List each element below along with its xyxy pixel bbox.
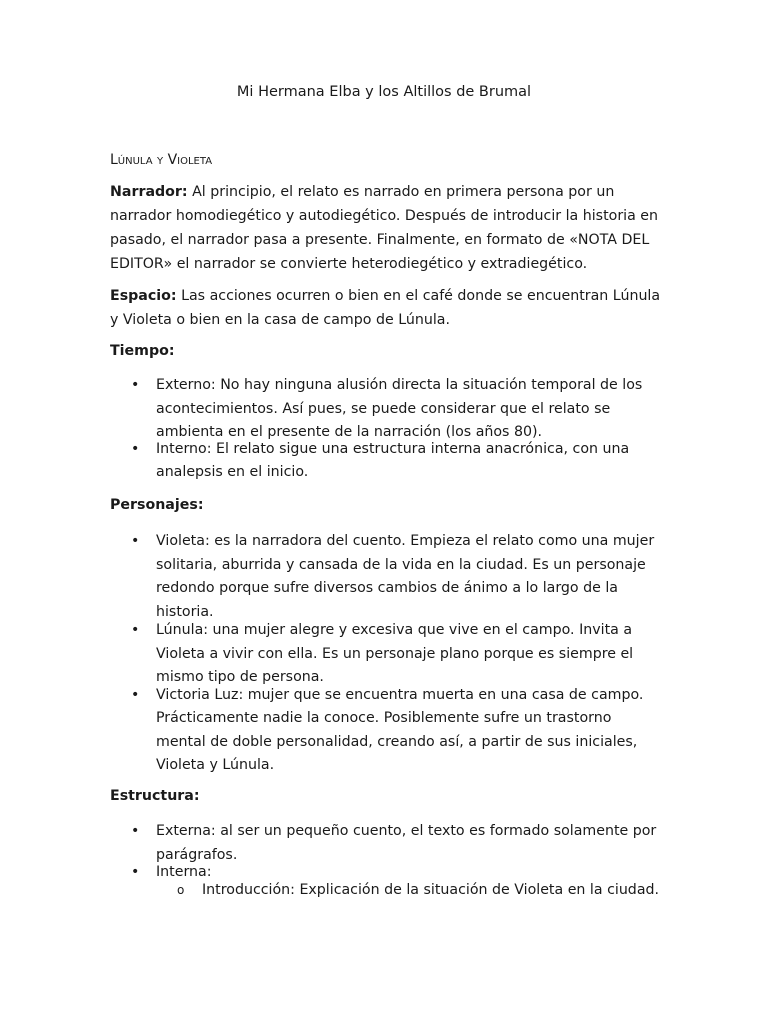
narrador-text: Al principio, el relato es narrado en primera persona por un narrador homodiegético y autodiegético. Después de introducir la historia en pasado, el narrador pasa a presente. Finalmente, en formato de «NOTA DEL EDITOR» el narrador se convierte heterodiegético y extradiegético.: [110, 184, 659, 272]
bullet-icon: •: [131, 440, 140, 457]
personajes-heading: Personajes:: [110, 497, 204, 513]
list-item: • Lúnula: una mujer alegre y excesiva que vive en el campo. Invita a Violeta a vivir con ella. Es un personaje plano porque es siempre el mismo tipo de persona.: [110, 619, 662, 690]
estructura-list: [110, 820, 662, 902]
narrador-label: Narrador:: [110, 184, 188, 200]
tiempo-heading: Tiempo:: [110, 343, 175, 359]
bullet-icon: •: [131, 686, 140, 703]
espacio-paragraph: [110, 284, 662, 332]
tiempo-list: [110, 374, 662, 485]
list-item: • Violeta: es la narradora del cuento. Empieza el relato como una mujer solitaria, aburrida y cansada de la vida en la ciudad. Es un personaje redondo porque sufre diversos cambios de ánimo a lo largo de la historia.: [110, 530, 662, 624]
document-title: Mi Hermana Elba y los Altillos de Brumal: [236, 84, 532, 100]
hollow-bullet-icon: o: [177, 882, 185, 897]
personajes-list: [110, 530, 662, 778]
section-title: Lúnula y Violeta: [110, 152, 213, 168]
sub-list-item: o Introducción: Explicación de la situación de Violeta en la ciudad.: [156, 879, 662, 903]
list-item: • Interna: o Introducción: Explicación de la situación de Violeta en la ciudad.: [110, 861, 662, 902]
bullet-icon: •: [131, 823, 140, 839]
estructura-sublist: [156, 879, 662, 903]
bullet-icon: •: [131, 622, 140, 638]
list-item: • Victoria Luz: mujer que se encuentra muerta en una casa de campo. Prácticamente nadie la conoce. Posiblemente sufre un trastorno mental de doble personalidad, creando así, a partir de sus iniciales, Violeta y Lúnula.: [110, 684, 662, 778]
narrador-paragraph: [110, 180, 662, 276]
espacio-label: Espacio:: [110, 288, 177, 304]
bullet-icon: •: [131, 377, 140, 393]
list-item: • Interno: El relato sigue una estructura interna anacrónica, con una analepsis en el inicio.: [110, 438, 662, 485]
espacio-text: Las acciones ocurren o bien en el café donde se encuentran Lúnula y Violeta o bien en la casa de campo de Lúnula.: [110, 288, 661, 328]
bullet-icon: •: [131, 533, 140, 549]
list-item: • Externa: al ser un pequeño cuento, el texto es formado solamente por parágrafos.: [110, 820, 662, 867]
bullet-icon: •: [131, 864, 140, 880]
list-item: • Externo: No hay ninguna alusión directa la situación temporal de los acontecimientos. Así pues, se puede considerar que el relato se ambienta en el presente de la narración (los años 80).: [110, 374, 662, 445]
estructura-heading: Estructura:: [110, 788, 200, 804]
